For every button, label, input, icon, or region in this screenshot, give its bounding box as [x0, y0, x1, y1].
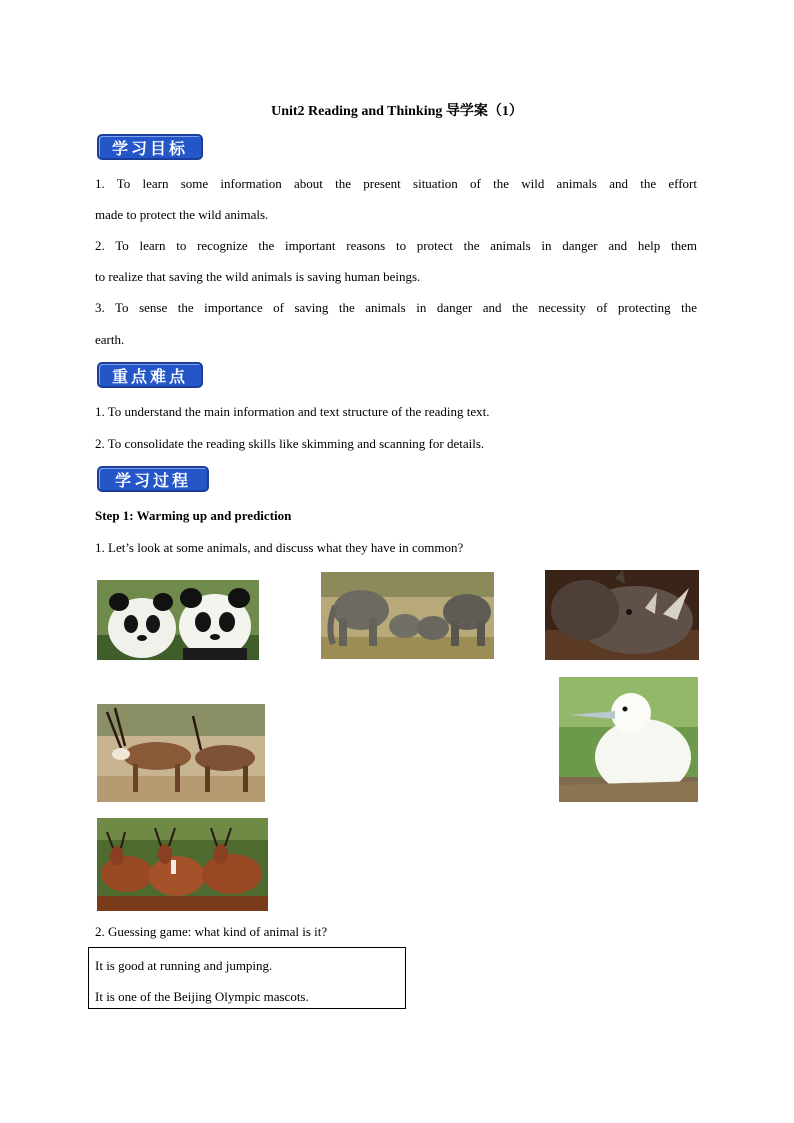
question-1: 1. Let’s look at some animals, and discuss what they have in common? — [95, 540, 464, 555]
bird-photo — [559, 677, 698, 802]
objective-1-line-1: 1. To learn some information about the present situation of the wild animals and the effort — [95, 176, 697, 191]
clue-2: It is one of the Beijing Olympic mascots. — [95, 989, 309, 1004]
section-badge-key-points: 重点难点 — [97, 362, 203, 388]
key-point-2: 2. To consolidate the reading skills like skimming and scanning for details. — [95, 436, 485, 451]
antelope-photo — [97, 818, 268, 911]
section-badge-process: 学习过程 — [97, 466, 209, 492]
clue-box — [88, 947, 406, 1009]
panda-photo — [97, 580, 259, 660]
objective-3-line-1: 3. To sense the importance of saving the animals in danger and the necessity of protecting the — [95, 300, 697, 315]
oryx-photo — [97, 704, 265, 802]
objective-3-line-2: earth. — [95, 332, 125, 347]
question-2: 2. Guessing game: what kind of animal is it? — [95, 924, 328, 939]
elephant-photo — [321, 572, 494, 659]
page-title: Unit2 Reading and Thinking 导学案（1） — [271, 104, 523, 119]
rhino-photo — [545, 570, 699, 660]
step1-heading: Step 1: Warming up and prediction — [95, 508, 292, 523]
objective-1-line-2: made to protect the wild animals. — [95, 207, 269, 222]
section-badge-objectives: 学习目标 — [97, 134, 203, 160]
objective-2-line-1: 2. To learn to recognize the important reasons to protect the animals in danger and help them — [95, 238, 697, 253]
objective-2-line-2: to realize that saving the wild animals is saving human beings. — [95, 269, 421, 284]
clue-1: It is good at running and jumping. — [95, 958, 273, 973]
key-point-1: 1. To understand the main information and text structure of the reading text. — [95, 404, 490, 419]
